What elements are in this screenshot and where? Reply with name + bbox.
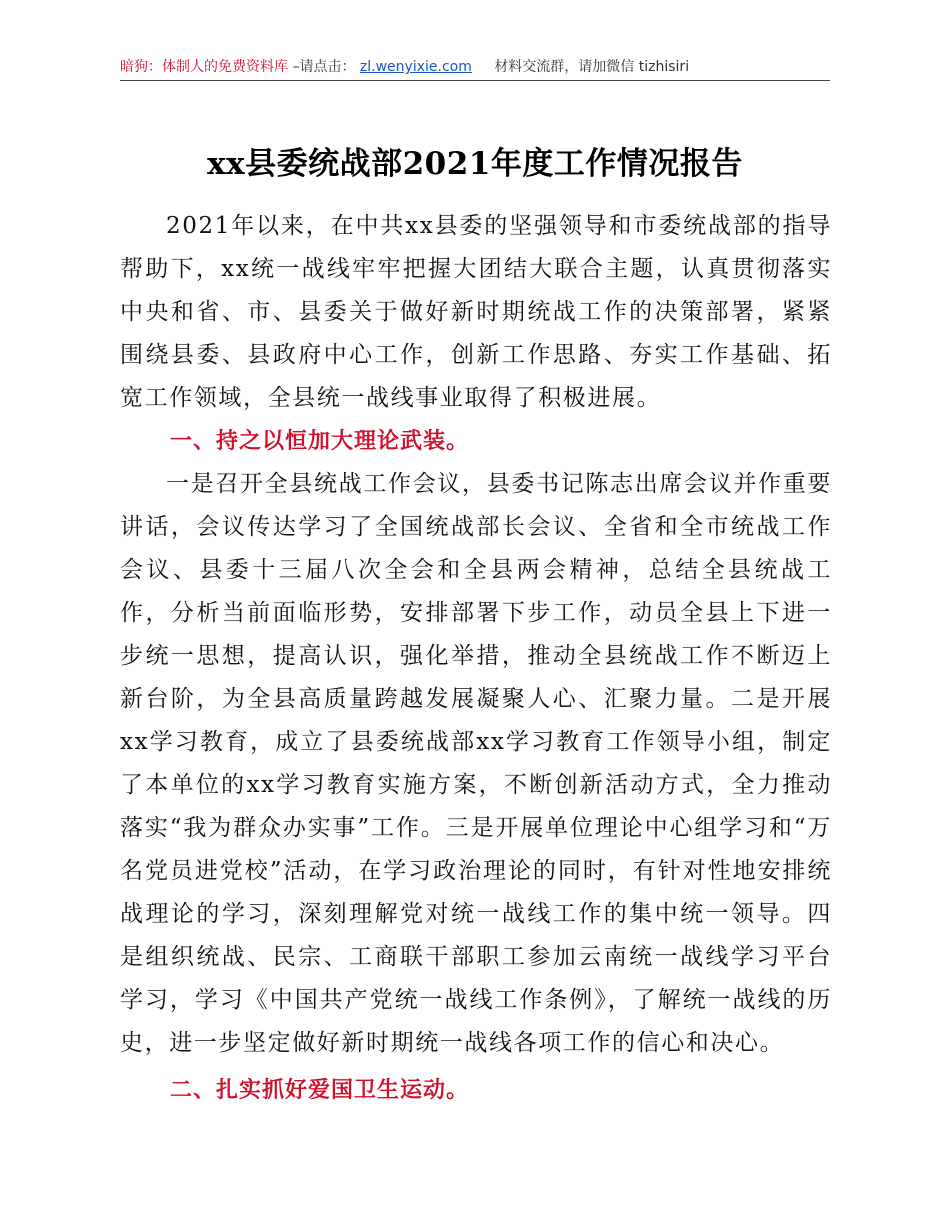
header-brand: 暗狗：体制人的免费资料库 (120, 59, 288, 75)
header-divider (120, 80, 830, 81)
page-header (120, 56, 830, 78)
section-1-heading: 一、持之以恒加大理论武装。 (170, 429, 470, 454)
section-2-heading: 二、扎实抓好爱国卫生运动。 (170, 1078, 470, 1103)
header-contact: 材料交流群，请加微信 tizhisiri (494, 59, 690, 75)
document-body (120, 205, 832, 1112)
intro-paragraph: 2021年以来，在中共xx县委的坚强领导和市委统战部的指导帮助下，xx统一战线牢牢把握大团结大联合主题，认真贯彻落实中央和省、市、县委关于做好新时期统战工作的决策部署，紧紧围绕县委、县政府中心工作，创新工作思路、夯实工作基础、拓宽工作领域，全县统一战线事业取得了积极进展。 (120, 213, 832, 411)
header-link[interactable]: zl.wenyixie.com (359, 59, 472, 75)
section-1-paragraph: 一是召开全县统战工作会议，县委书记陈志出席会议并作重要讲话，会议传达学习了全国统战部长会议、全省和全市统战工作会议、县委十三届八次全会和全县两会精神，总结全县统战工作，分析当前面临形势，安排部署下步工作，动员全县上下进一步统一思想，提高认识，强化举措，推动全县统战工作不断迈上新台阶，为全县高质量跨越发展凝聚人心、汇聚力量。二是开展xx学习教育，成立了县委统战部xx学习教育工作领导小组，制定了本单位的xx学习教育实施方案，不断创新活动方式，全力推动落实“我为群众办实事”工作。三是开展单位理论中心组学习和“万名党员进党校”活动，在学习政治理论的同时，有针对性地安排统战理论的学习，深刻理解党对统一战线工作的集中统一领导。四是组织统战、民宗、工商联干部职工参加云南统一战线学习平台学习，学习《中国共产党统一战线工作条例》，了解统一战线的历史，进一步坚定做好新时期统一战线各项工作的信心和决心。 (120, 471, 832, 1056)
document-title: xx县委统战部2021年度工作情况报告 (207, 146, 743, 182)
header-prompt: –请点击： (292, 59, 356, 75)
